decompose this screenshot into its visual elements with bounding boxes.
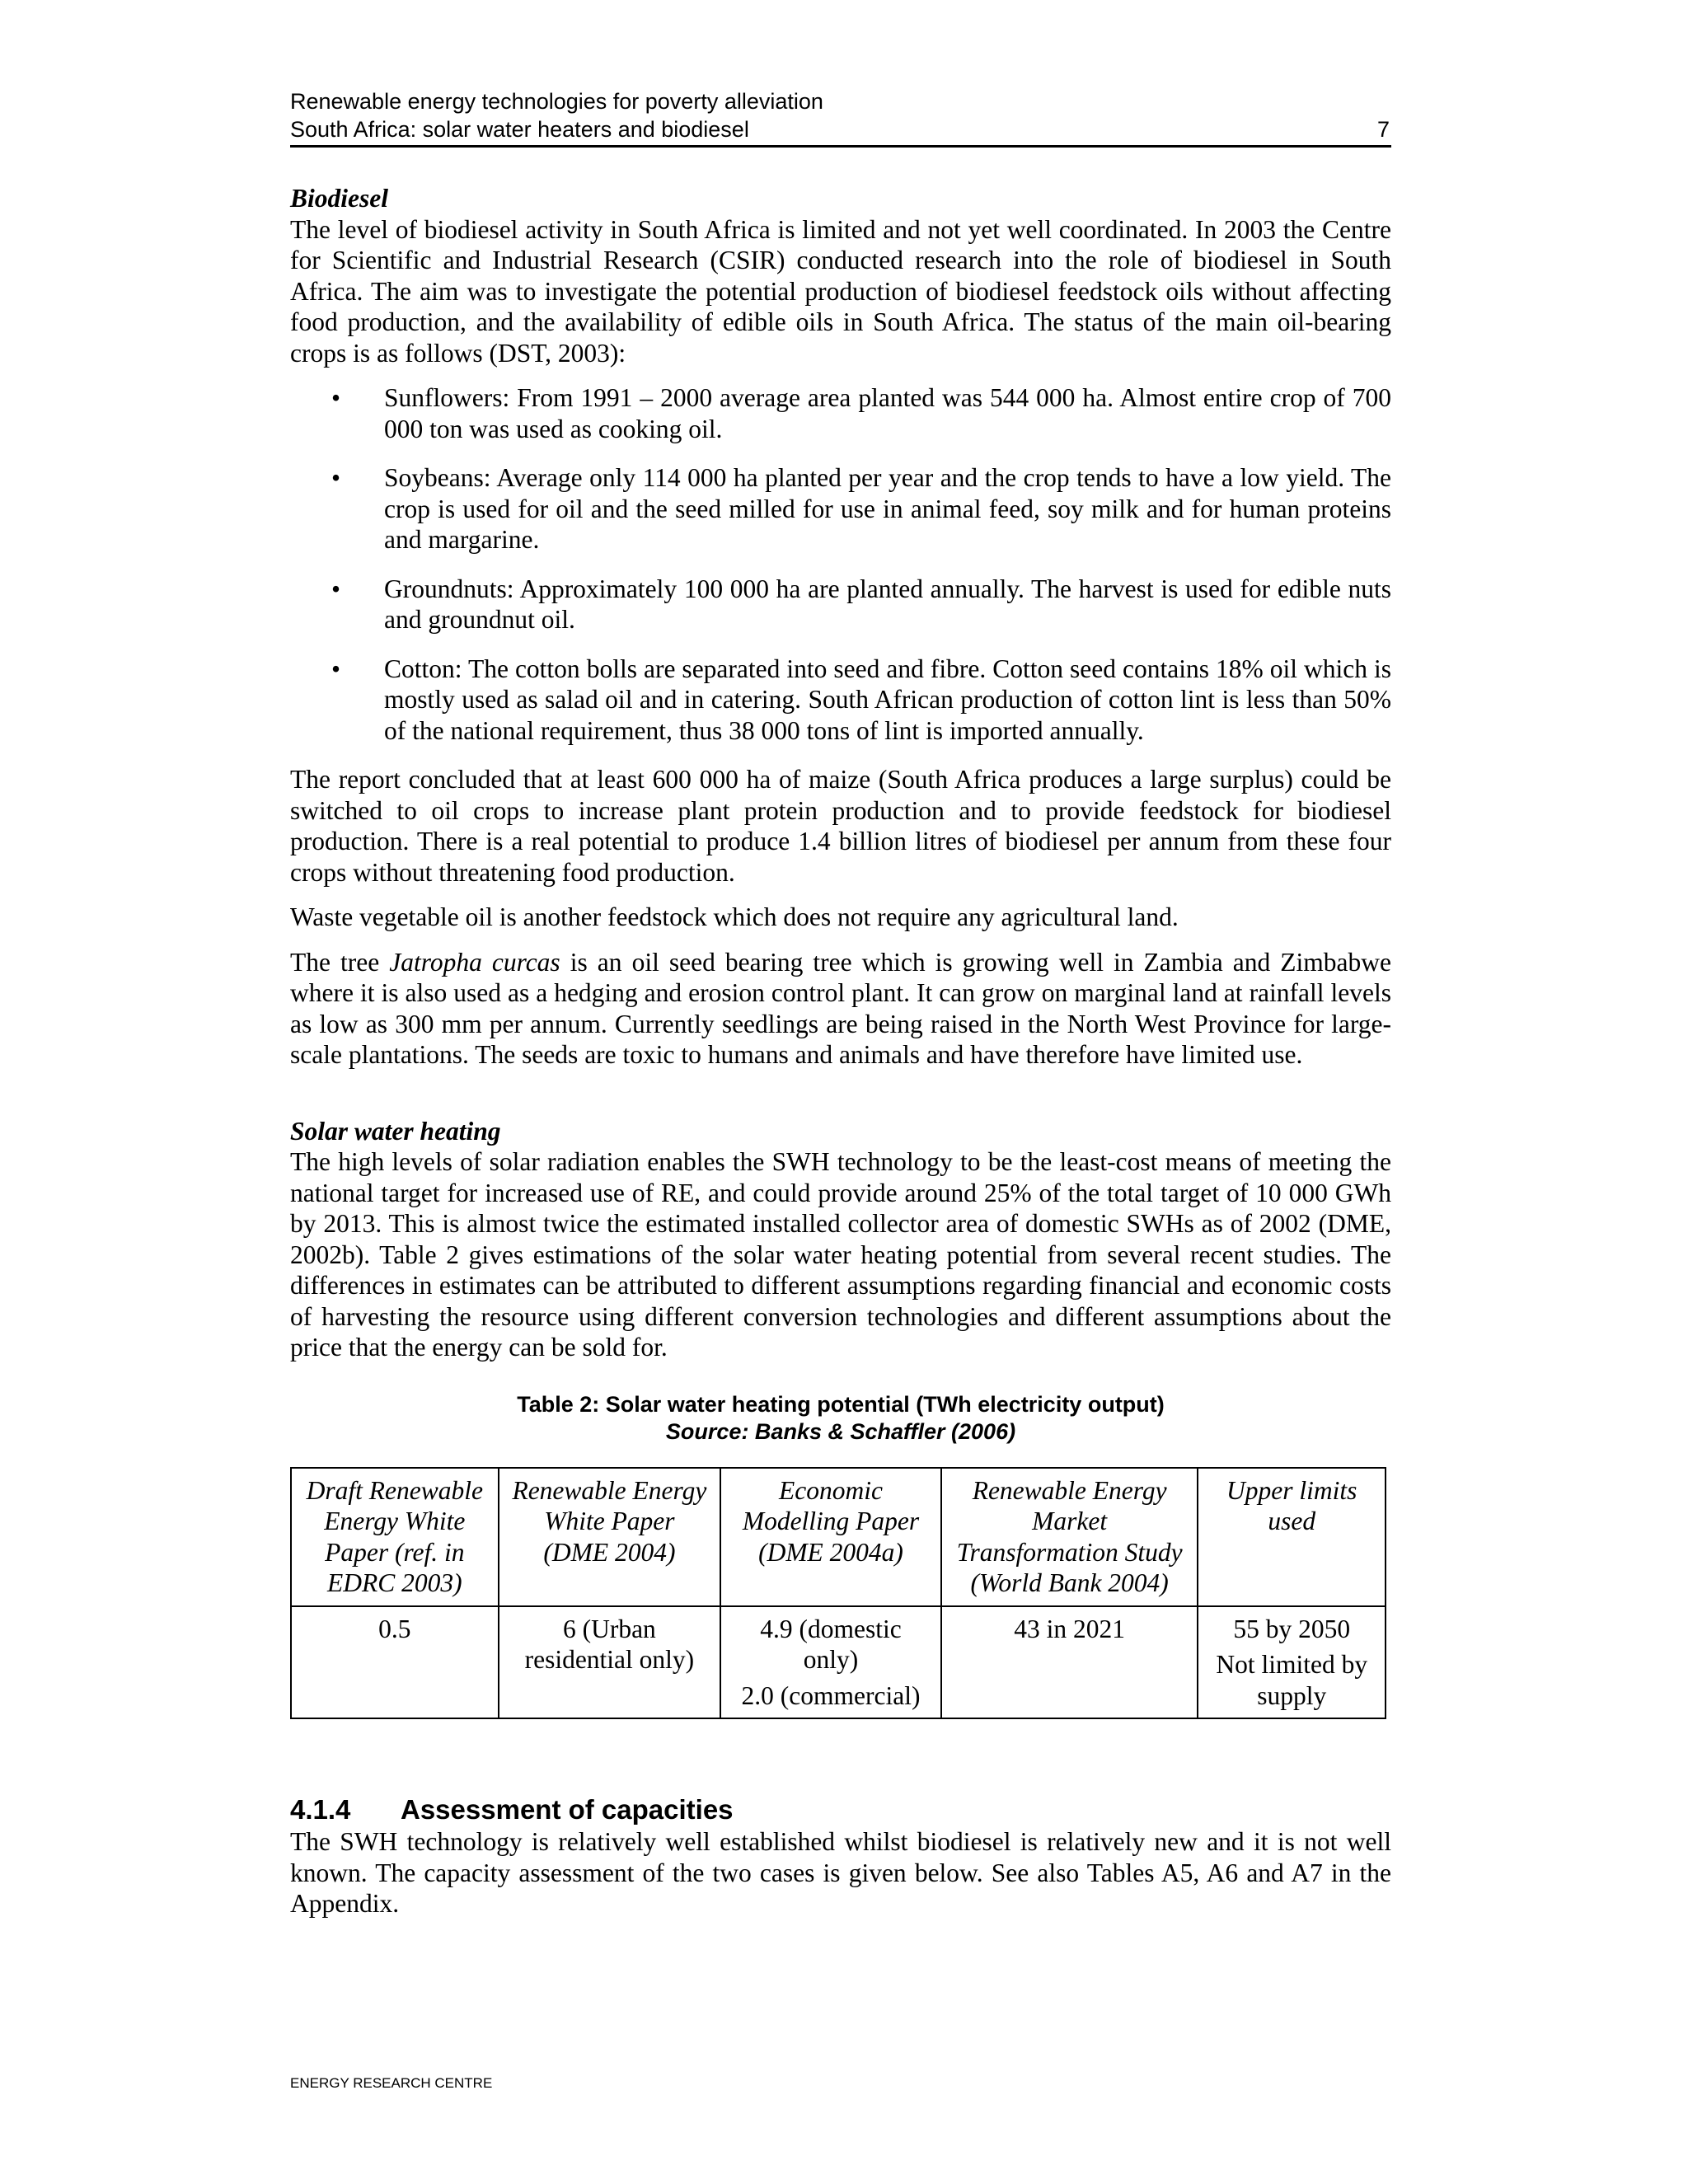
list-item <box>290 382 1391 444</box>
table-source: Source: Banks & Schaffler (2006) <box>665 1418 1016 1444</box>
page-footer: ENERGY RESEARCH CENTRE <box>290 2075 493 2091</box>
cell-line: 55 by 2050 <box>1233 1614 1351 1643</box>
table-cell: 6 (Urban residential only) <box>499 1606 721 1719</box>
header-title: Renewable energy technologies for poverty alleviation <box>290 89 823 114</box>
cell-line: Not limited by supply <box>1216 1650 1368 1710</box>
column-header: Draft Renewable Energy White Paper (ref. in EDRC 2003) <box>291 1468 499 1606</box>
section-title: Assessment of capacities <box>401 1794 734 1825</box>
cell-line: 2.0 (commercial) <box>741 1680 921 1710</box>
table-cell <box>1198 1606 1386 1719</box>
table-title: Table 2: Solar water heating potential (TWh electricity output) <box>517 1391 1165 1417</box>
biodiesel-intro: The level of biodiesel activity in South Africa is limited and not yet well coordinated. In 2003 the Centre for Scientific and Industrial Research (CSIR) conducted research into the role of biodiesel in South Africa. The aim was to investigate the potential production of biodiesel feedstock oils without affecting food production, and the availability of edible oils in South Africa. The status of the main oil-bearing crops is as follows (DST, 2003): <box>290 214 1391 368</box>
bullet-icon: • <box>331 574 341 603</box>
table-cell: 0.5 <box>291 1606 499 1719</box>
bullet-icon: • <box>331 383 341 412</box>
header-subtitle: South Africa: solar water heaters and biodiesel <box>290 117 749 142</box>
running-header <box>290 87 1391 148</box>
column-header: Upper limits used <box>1198 1468 1386 1606</box>
list-item <box>290 654 1391 747</box>
potential-table <box>290 1467 1386 1720</box>
list-item-text: Soybeans: Average only 114 000 ha planted per year and the crop tends to have a low yield. The crop is used for oil and the seed milled for use in animal feed, soy milk and for human proteins and margarine. <box>384 463 1391 554</box>
bullet-icon: • <box>331 654 341 683</box>
bullet-icon: • <box>331 463 341 492</box>
section-number: 4.1.4 <box>290 1794 351 1825</box>
table-header-row <box>291 1468 1386 1606</box>
waste-oil-paragraph: Waste vegetable oil is another feedstock which does not require any agricultural land. <box>290 902 1179 931</box>
biodiesel-conclusion: The report concluded that at least 600 000 ha of maize (South Africa produces a large surplus) could be switched to oil crops to increase plant protein production and to provide feedstock for biodiesel production. There is a real potential to produce 1.4 billion litres of biodiesel per annum from these four crops without threatening food production. <box>290 765 1391 887</box>
table-row <box>291 1606 1386 1719</box>
cell-line: 4.9 (domestic only) <box>760 1614 902 1674</box>
page-body <box>290 183 1391 1933</box>
capacities-paragraph: The SWH technology is relatively well established whilst biodiesel is relatively new and it is not well known. The capacity assessment of the two cases is given below. See also Tables A5, A6 and A7 in the Appendix. <box>290 1827 1391 1918</box>
table-cell: 43 in 2021 <box>941 1606 1198 1719</box>
jatropha-paragraph <box>290 947 1391 1071</box>
jatropha-species-name: Jatropha curcas <box>389 947 560 977</box>
list-item <box>290 462 1391 555</box>
solar-paragraph: The high levels of solar radiation enables the SWH technology to be the least-cost means of meeting the national target for increased use of RE, and could provide around 25% of the total target of 10 000 GWh by 2013. This is almost twice the estimated installed collector area of domestic SWHs as of 2002 (DME, 2002b). Table 2 gives estimations of the solar water heating potential from several recent studies. The differences in estimates can be attributed to different assumptions regarding financial and economic costs of harvesting the resource using different conversion technologies and different assumptions about the price that the energy can be sold for. <box>290 1147 1391 1361</box>
jatropha-prefix: The tree <box>290 947 390 977</box>
table-caption <box>290 1391 1391 1446</box>
solar-heading: Solar water heating <box>290 1116 501 1146</box>
crop-list <box>290 382 1391 746</box>
column-header: Renewable Energy White Paper (DME 2004) <box>499 1468 721 1606</box>
section-heading-4-1-4 <box>290 1793 1391 1826</box>
list-item <box>290 574 1391 635</box>
table-cell <box>720 1606 941 1719</box>
list-item-text: Cotton: The cotton bolls are separated into seed and fibre. Cotton seed contains 18% oil which is mostly used as salad oil and in catering. South African production of cotton lint is less than 50% of the national requirement, thus 38 000 tons of lint is imported annually. <box>384 654 1391 745</box>
list-item-text: Groundnuts: Approximately 100 000 ha are planted annually. The harvest is used for edible nuts and groundnut oil. <box>384 574 1391 634</box>
biodiesel-heading: Biodiesel <box>290 184 388 213</box>
jatropha-text: is an oil seed bearing tree which is growing well in Zambia and Zimbabwe where it is also used as a hedging and erosion control plant. It can grow on marginal land at rainfall levels as low as 300 mm per annum. Currently seedlings are being raised in the North West Province for large-scale plantations. The seeds are toxic to humans and animals and have therefore have limited use. <box>290 947 1392 1069</box>
column-header: Economic Modelling Paper (DME 2004a) <box>720 1468 941 1606</box>
list-item-text: Sunflowers: From 1991 – 2000 average area planted was 544 000 ha. Almost entire crop of 700 000 ton was used as cooking oil. <box>384 383 1391 443</box>
column-header: Renewable Energy Market Transformation Study (World Bank 2004) <box>941 1468 1198 1606</box>
page-number: 7 <box>1376 117 1390 142</box>
